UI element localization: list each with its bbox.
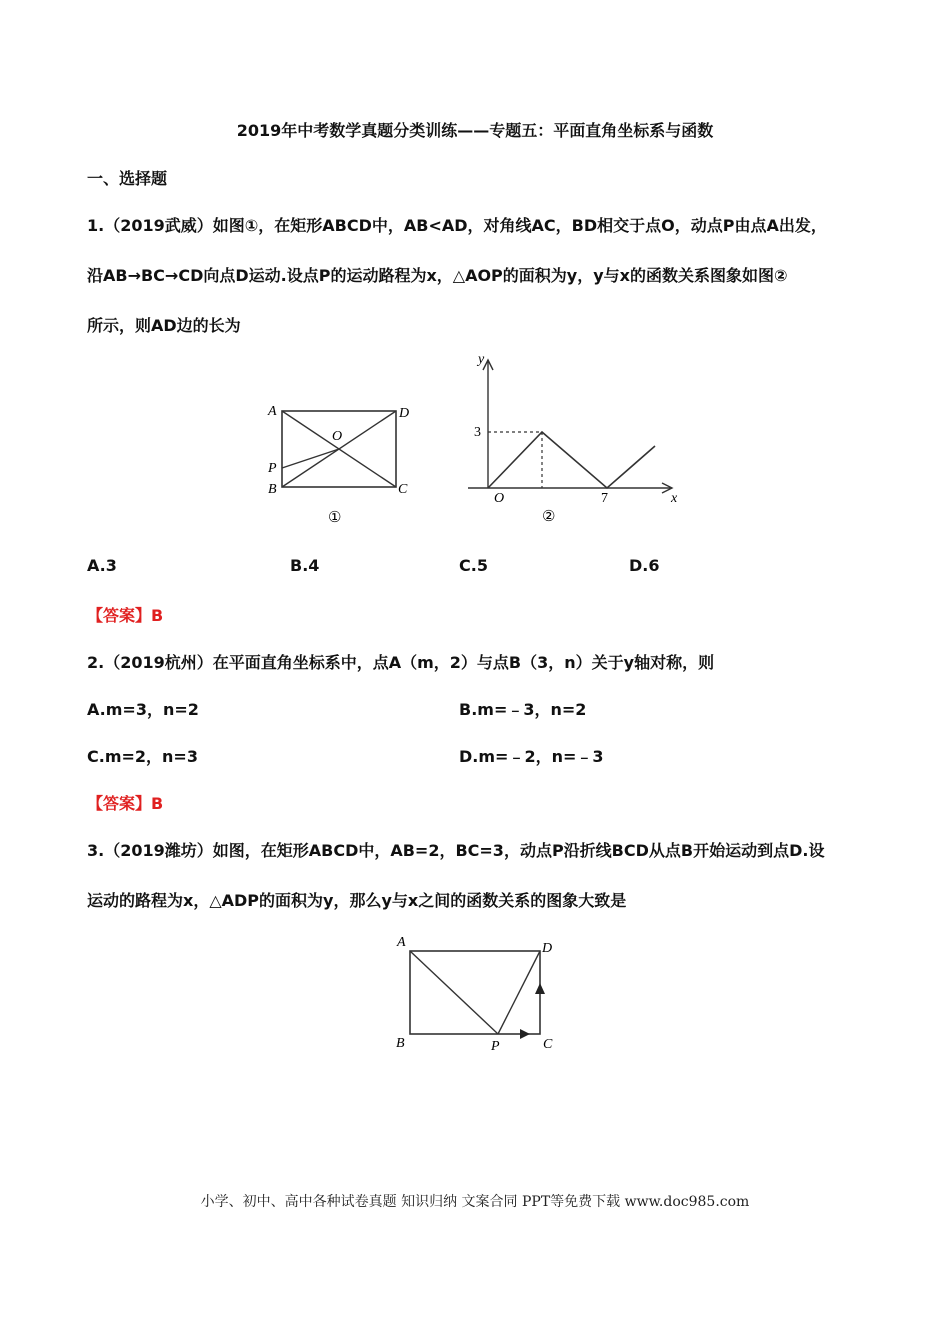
fig2-x-axis-label: x — [671, 491, 678, 506]
q2-option-c: C.m=2，n=3 — [87, 747, 198, 766]
q3-text-line-1: 3.（2019潍坊）如图，在矩形ABCD中，AB=2，BC=3，动点P沿折线BCD从点B开始运动到点D.设 — [87, 841, 825, 860]
q2-option-a: A.m=3，n=2 — [87, 700, 199, 719]
section-heading: 一、选择题 — [87, 169, 168, 188]
fig2-origin-label: O — [494, 491, 505, 506]
q2-option-d: D.m=﹣2，n=﹣3 — [459, 747, 604, 766]
q1-answer: 【答案】B — [87, 606, 164, 625]
q3-fig-label-a: A — [397, 935, 406, 950]
q3-fig-label-p: P — [491, 1039, 500, 1054]
q3-figure — [390, 930, 570, 1060]
fig2-x-tick: 7 — [601, 491, 608, 506]
fig1-label-o: O — [332, 429, 343, 444]
q1-text-line-1: 1.（2019武威）如图①，在矩形ABCD中，AB<AD，对角线AC，BD相交于点O，动点P由点A出发， — [87, 216, 827, 235]
q1-option-a: A.3 — [87, 556, 117, 575]
q3-text-line-2: 运动的路程为x，△ADP的面积为y，那么y与x之间的函数关系的图象大致是 — [87, 891, 627, 910]
fig1-label-d: D — [399, 406, 410, 421]
fig2-y-axis-label: y — [478, 352, 485, 367]
q1-text-line-2: 沿AB→BC→CD向点D运动.设点P的运动路程为x，△AOP的面积为y，y与x的函数关系图象如图② — [87, 266, 788, 285]
page-title: 2019年中考数学真题分类训练——专题五：平面直角坐标系与函数 — [236, 121, 714, 140]
q3-fig-label-d: D — [542, 941, 553, 956]
fig1-label-c: C — [398, 482, 408, 497]
fig1-label-b: B — [268, 482, 277, 497]
fig1-caption: ① — [328, 510, 342, 526]
q2-text-line-1: 2.（2019杭州）在平面直角坐标系中，点A（m，2）与点B（3，n）关于y轴对称，则 — [87, 653, 715, 672]
page-footer: 小学、初中、高中各种试卷真题 知识归纳 文案合同 PPT等免费下载 www.doc985.com — [200, 1194, 750, 1210]
q1-option-c: C.5 — [459, 556, 488, 575]
q1-text-line-3: 所示，则AD边的长为 — [87, 316, 241, 335]
q2-answer: 【答案】B — [87, 794, 164, 813]
fig1-label-p: P — [268, 461, 277, 476]
q1-figure-2 — [460, 348, 690, 528]
q3-fig-label-c: C — [543, 1037, 553, 1052]
q1-option-b: B.4 — [290, 556, 320, 575]
q1-figure-1 — [260, 400, 420, 530]
fig1-label-a: A — [268, 404, 277, 419]
q1-option-d: D.6 — [629, 556, 660, 575]
q2-option-b: B.m=﹣3，n=2 — [459, 700, 587, 719]
fig2-y-tick: 3 — [474, 425, 481, 440]
q3-fig-label-b: B — [396, 1036, 405, 1051]
fig2-caption: ② — [542, 509, 556, 525]
